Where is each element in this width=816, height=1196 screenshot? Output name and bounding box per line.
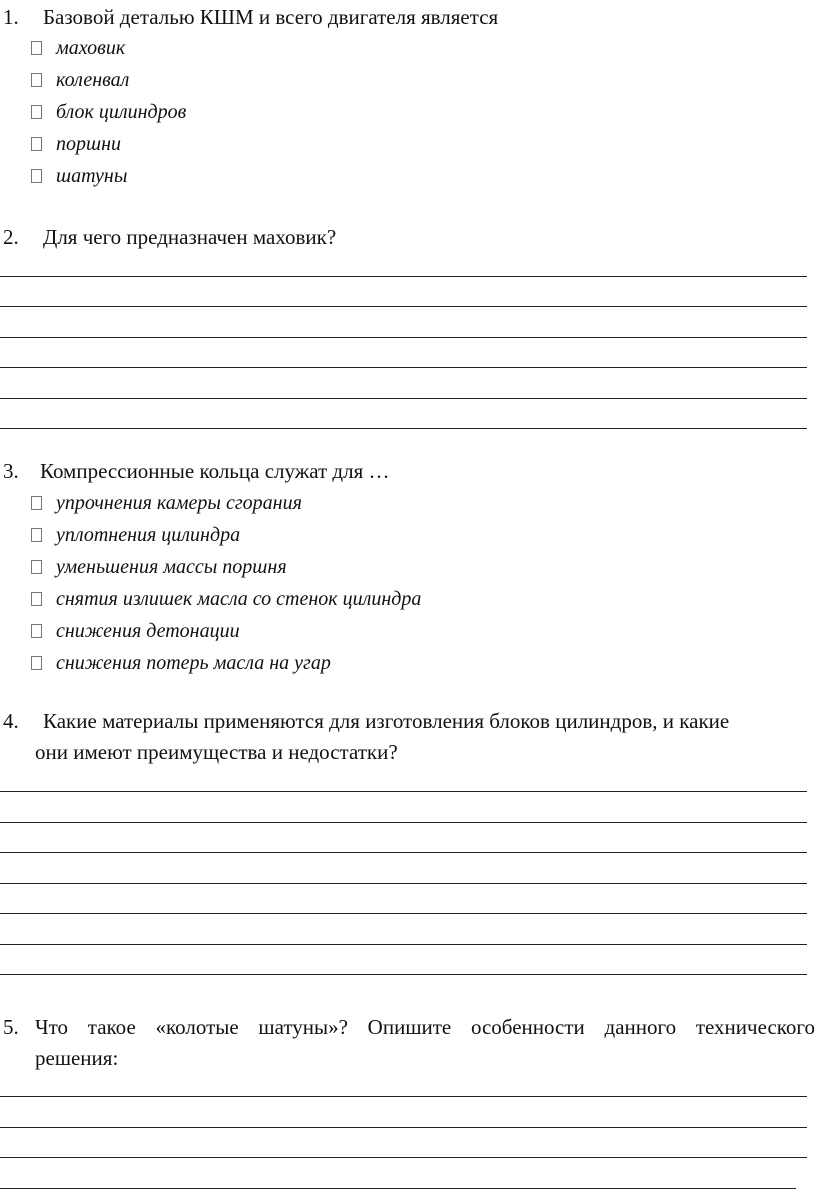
answer-line[interactable] [0, 428, 807, 429]
option-label: уменьшения массы поршня [56, 556, 287, 578]
answer-line[interactable] [0, 883, 807, 884]
question-5-text-continued: решения: [35, 1046, 119, 1070]
checkbox-icon[interactable] [31, 169, 42, 183]
question-1-option[interactable] [31, 163, 127, 189]
option-label: шатуны [56, 165, 128, 187]
checkbox-icon[interactable] [31, 560, 42, 574]
option-label: снижения детонации [56, 620, 240, 642]
question-1-number: 1. [3, 5, 19, 29]
checkbox-icon[interactable] [31, 41, 42, 55]
question-2 [3, 222, 336, 252]
answer-line[interactable] [0, 791, 807, 792]
question-2-number: 2. [3, 225, 19, 249]
question-4-line-2 [35, 737, 398, 767]
question-4-text: Какие материалы применяются для изготовления блоков цилиндров, и какие [43, 709, 730, 733]
question-1-option[interactable] [31, 131, 121, 157]
question-1-option[interactable] [31, 67, 129, 93]
checkbox-icon[interactable] [31, 73, 42, 87]
answer-line[interactable] [0, 367, 807, 368]
question-3-option[interactable] [31, 650, 331, 676]
checkbox-icon[interactable] [31, 592, 42, 606]
answer-line[interactable] [0, 337, 807, 338]
question-3 [3, 456, 390, 486]
question-2-text: Для чего предназначен маховик? [43, 225, 337, 249]
question-4-number: 4. [3, 709, 19, 733]
question-1 [3, 2, 498, 32]
option-label: уплотнения цилиндра [56, 524, 241, 546]
question-3-option[interactable] [31, 490, 302, 516]
question-3-number: 3. [3, 459, 19, 483]
option-label: снижения потерь масла на угар [56, 652, 331, 674]
question-3-text: Компрессионные кольца служат для … [40, 459, 390, 483]
question-5-number: 5. [3, 1015, 19, 1039]
option-label: блок цилиндров [56, 101, 187, 123]
answer-line[interactable] [0, 852, 807, 853]
question-3-option[interactable] [31, 554, 287, 580]
answer-line[interactable] [0, 974, 807, 975]
question-1-text: Базовой деталью КШМ и всего двигателя является [43, 5, 499, 29]
answer-line[interactable] [0, 276, 807, 277]
answer-line[interactable] [0, 1127, 807, 1128]
question-1-option[interactable] [31, 99, 186, 125]
checkbox-icon[interactable] [31, 105, 42, 119]
answer-line[interactable] [0, 944, 807, 945]
question-3-option[interactable] [31, 618, 240, 644]
answer-line[interactable] [0, 1096, 807, 1097]
question-5-text: Что такое «колотые шатуны»? Опишите особенности данного технического [35, 1015, 815, 1039]
option-label: коленвал [56, 69, 130, 91]
checkbox-icon[interactable] [31, 496, 42, 510]
option-label: снятия излишек масла со стенок цилиндра [56, 588, 422, 610]
question-3-option[interactable] [31, 522, 240, 548]
answer-line[interactable] [0, 1188, 796, 1189]
option-label: поршни [56, 133, 122, 155]
option-label: маховик [56, 37, 126, 59]
checkbox-icon[interactable] [31, 528, 42, 542]
checkbox-icon[interactable] [31, 137, 42, 151]
question-1-option[interactable] [31, 35, 125, 61]
answer-line[interactable] [0, 306, 807, 307]
answer-line[interactable] [0, 913, 807, 914]
question-4-line-1 [3, 706, 729, 736]
question-5-line-1 [3, 1012, 815, 1042]
checkbox-icon[interactable] [31, 656, 42, 670]
answer-line[interactable] [0, 398, 807, 399]
answer-line[interactable] [0, 822, 807, 823]
option-label: упрочнения камеры сгорания [56, 492, 302, 514]
answer-line[interactable] [0, 1157, 807, 1158]
checkbox-icon[interactable] [31, 624, 42, 638]
question-5-line-2 [35, 1043, 118, 1073]
question-4-text-continued: они имеют преимущества и недостатки? [35, 740, 398, 764]
question-3-option[interactable] [31, 586, 421, 612]
